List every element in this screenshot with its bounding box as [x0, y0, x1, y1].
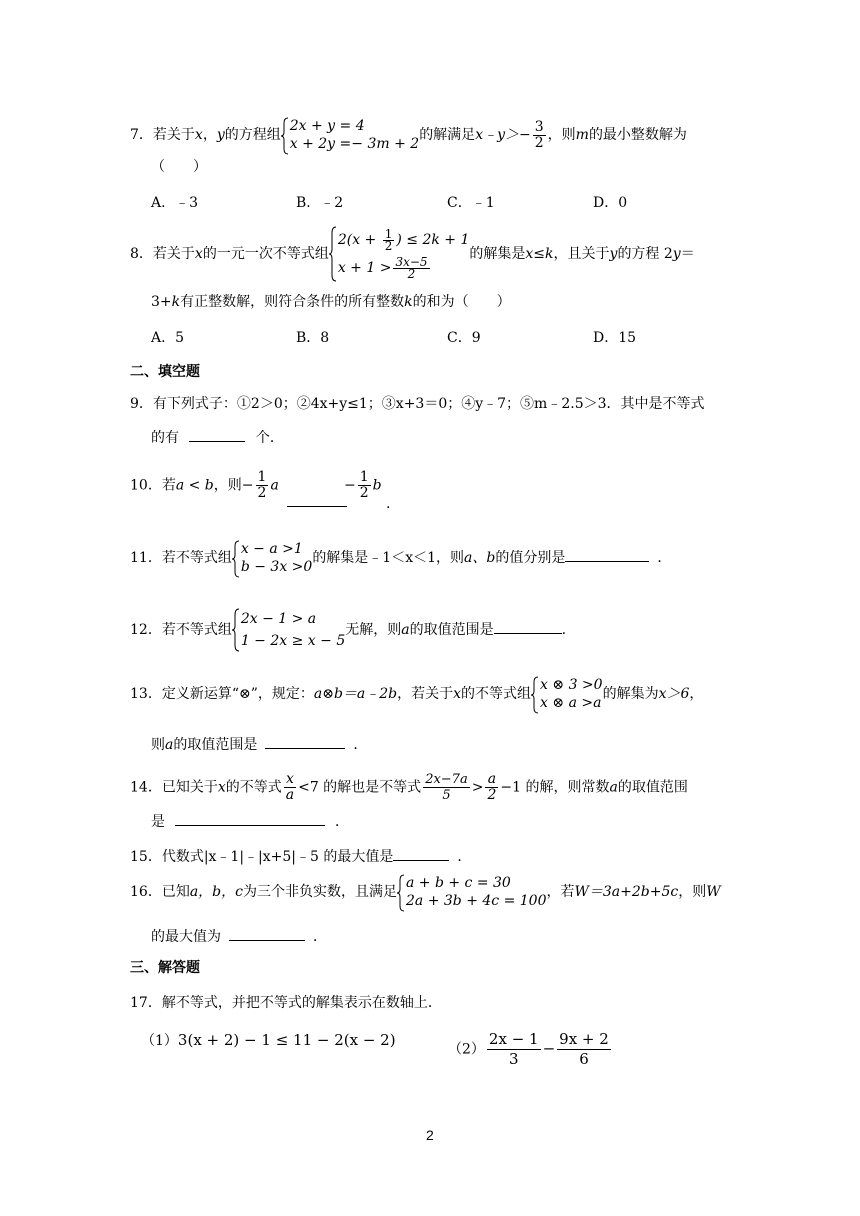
q9-line1: 9．有下列式子：①2＞0；②4x+y≤1；③x+3＝0；④y﹣7；⑤m﹣2.5＞3．其中是不等式	[130, 396, 705, 412]
q12-var-a: a	[401, 622, 410, 638]
q12-line	[130, 608, 566, 652]
q13-text-b: ，若关于	[397, 686, 454, 702]
q8-eq1-b: ) ≤ 2k + 1	[396, 232, 470, 248]
q12-eq1: 2x − 1 > a	[240, 611, 317, 627]
q13-end: ．	[353, 737, 368, 753]
q15-line	[130, 846, 471, 867]
q10-frac2-den: 2	[359, 485, 369, 501]
q10-neg2: −	[344, 477, 356, 494]
q8-num: 8．	[130, 246, 153, 262]
q8-text-d: ，且关于	[553, 246, 610, 262]
q16-eq1: a + b + c = 30	[405, 875, 511, 891]
q8-text-e: 的方程 2	[617, 246, 673, 262]
q14-frac2-den: 5	[442, 788, 451, 803]
q15-answer-blank[interactable]	[393, 846, 449, 861]
q11-end: ．	[657, 550, 672, 566]
q8-eq1-a: 2(x +	[337, 232, 381, 248]
q11-text-b: 的解集是﹣1＜x＜1，则	[312, 550, 465, 566]
q10-frac2	[358, 470, 371, 501]
brace-icon	[281, 117, 289, 155]
q12-answer-blank[interactable]	[494, 619, 562, 634]
q7-eq2: x + 2y =− 3m + 2	[289, 136, 420, 152]
q8-var-k2: k	[404, 294, 413, 310]
q16-text-c: ，若	[546, 884, 575, 900]
q8-text-b: 的一元一次不等式组	[202, 246, 329, 262]
q12-eq2: 1 − 2x ≥ x − 5	[240, 633, 346, 649]
q8-eq1-frac-num: 1	[384, 226, 393, 241]
q13-var-a: a	[165, 737, 174, 753]
q16-num: 16．	[130, 884, 162, 900]
q13-line2-a: 则	[151, 737, 165, 753]
q16-vars-abc: a，b，c	[189, 884, 243, 900]
q10-frac1-num: 1	[257, 469, 267, 485]
q14-frac1-num: x	[284, 772, 296, 788]
brace-icon	[232, 540, 240, 578]
q10-var-b: b	[372, 477, 382, 494]
q12-end: .	[561, 622, 567, 638]
q13-text-c: 的不等式组	[461, 686, 532, 702]
q7-text-b: 的方程组	[224, 127, 281, 143]
q16-var-W: W	[706, 884, 721, 900]
q11-text-c: 的值分别是	[495, 550, 566, 566]
q7-text-d: ，则	[547, 127, 576, 143]
q8-eq2-frac-den: 2	[407, 266, 416, 281]
q7-option-d[interactable]: D．0	[593, 195, 628, 211]
q8-var-k: k	[171, 294, 181, 310]
q7-comma: ，	[202, 127, 217, 143]
q16-line2: 的最大值为	[151, 929, 221, 945]
q14-answer-blank[interactable]	[175, 811, 325, 826]
q14-end: ．	[335, 814, 349, 830]
q16-answer-blank[interactable]	[229, 926, 305, 941]
q7-var-x: x	[194, 127, 203, 143]
q16-w-definition: W＝3a+2b+5c	[574, 884, 679, 900]
q14-line2: 是	[151, 814, 165, 830]
q17-part2-frac1-den: 3	[508, 1050, 519, 1068]
q15-text: 15．代数式|x﹣1|﹣|x+5|﹣5 的最大值是	[130, 849, 394, 865]
brace-icon	[329, 226, 337, 282]
q17-part2-frac2-den: 6	[579, 1050, 589, 1068]
q11-num: 11．	[130, 550, 162, 566]
q16-eq2: 2a + 3b + 4c = 100	[405, 893, 547, 909]
q14-frac1-den: a	[285, 787, 295, 803]
q7-eq1: 2x + y = 4	[289, 118, 365, 134]
q12-text-a: 若不等式组	[161, 622, 232, 638]
q8-text-f: ＝	[680, 246, 695, 262]
q8-eq2-a: x + 1 >	[337, 260, 392, 276]
q7-option-b[interactable]: B．﹣2	[296, 195, 344, 211]
q11-line	[130, 540, 671, 576]
q14-frac1	[284, 772, 296, 803]
q13-line2	[151, 734, 367, 755]
q13-answer-blank[interactable]	[265, 734, 345, 749]
q10-var-a: a	[270, 477, 279, 494]
q7-line1	[130, 117, 687, 153]
brace-icon	[232, 608, 240, 652]
brace-icon	[531, 676, 539, 714]
q17-line: 17．解不等式，并把不等式的解集表示在数轴上．	[130, 995, 442, 1011]
q8-text-c: 的解集是	[469, 246, 526, 262]
q14-text-b: 的不等式	[225, 779, 282, 796]
q13-line1	[130, 676, 703, 712]
section-heading-solve: 三、解答题	[130, 960, 200, 976]
q7-option-c[interactable]: C．﹣1	[447, 195, 495, 211]
q14-frac3-num: a	[485, 772, 498, 788]
q17-part2-label: （2）	[448, 1041, 485, 1058]
q8-option-d[interactable]: D．15	[593, 330, 637, 346]
q9-line2-b: 个．	[255, 430, 284, 446]
q13-var-x: x	[453, 686, 462, 702]
q10-frac1	[256, 470, 269, 501]
q13-text-d: 的解集为	[602, 686, 659, 702]
q8-var-y2: y	[672, 246, 681, 262]
q7-text: 若关于	[152, 127, 195, 143]
q8-line2	[151, 292, 511, 312]
q10-rhs	[344, 470, 382, 501]
q8-line2-a: 3+	[151, 294, 172, 310]
q13-solution: x＞6	[658, 686, 690, 702]
q14-var-x: x	[217, 779, 226, 796]
q17-part1	[141, 1030, 396, 1051]
q8-var-y: y	[609, 246, 618, 262]
q12-num: 12．	[130, 622, 162, 638]
q10-frac1-den: 2	[257, 485, 267, 501]
q7-equation-system	[281, 117, 419, 153]
q7-var-m: m	[575, 127, 589, 143]
q14-text-c: <7 的解也是不等式	[298, 779, 422, 796]
q7-frac-den: 2	[534, 134, 544, 151]
q7-answer-paren: （ ）	[151, 159, 207, 175]
q12-text-b: 无解，则	[345, 622, 402, 638]
q8-eq2-frac	[393, 254, 429, 281]
q16-text-b: 为三个非负实数，且满足	[242, 884, 397, 900]
q13-eq2: x ⊗ a >a	[540, 695, 602, 711]
q16-line1	[130, 874, 721, 910]
q11-eq1: x − a >1	[240, 541, 303, 557]
q13-text-e: ，	[689, 686, 704, 702]
q17-part2-frac1	[487, 1030, 541, 1069]
q13-num: 13．	[130, 686, 162, 702]
q8-solution: x≤k	[525, 246, 554, 262]
q17-part2-frac2-num: 9x + 2	[559, 1030, 609, 1048]
q10-text-b: ，则	[213, 477, 242, 494]
q14-text-d: −1 的解，则常数	[500, 779, 610, 796]
q17-part2-minus: −	[542, 1039, 556, 1058]
q14-frac3-den: 2	[487, 787, 497, 803]
q9-line2-a: 的有	[151, 430, 179, 446]
q13-definition: a⊗b＝a﹣2b	[313, 686, 398, 702]
q16-text-a: 已知	[161, 884, 190, 900]
q17-part2	[448, 1030, 613, 1069]
q7-num: 7．	[130, 127, 153, 143]
q9-line2	[151, 427, 284, 448]
q13-line2-b: 的取值范围是	[173, 737, 258, 753]
q7-text-c: 的解满足	[419, 127, 476, 143]
q13-eq1: x ⊗ 3 >0	[540, 677, 603, 693]
q14-line2	[151, 811, 349, 832]
section-heading-fill-in: 二、填空题	[130, 364, 200, 380]
q16-line2	[151, 926, 327, 947]
q14-num: 14．	[130, 779, 162, 796]
q10-condition: a < b	[175, 477, 214, 494]
brace-icon	[397, 874, 405, 912]
q7-text-e: 的最小整数解为	[588, 127, 687, 143]
q14-frac2-num: 2x−7a	[425, 772, 468, 787]
q10-text-a: 若	[161, 477, 176, 494]
q8-text-a: 若关于	[152, 246, 195, 262]
page-number: 2	[426, 1127, 434, 1143]
q8-line1	[130, 226, 695, 282]
q10-answer-blank[interactable]	[287, 492, 347, 507]
q12-inequality-system	[232, 608, 345, 652]
q16-equation-system	[397, 874, 547, 910]
q11-vars-ab: a、b	[464, 550, 496, 566]
q7-condition: x﹣y＞−	[475, 127, 531, 143]
q14-frac2	[423, 772, 470, 803]
q11-inequality-system	[232, 540, 312, 576]
q17-part1-expr: 3(x + 2) − 1 ≤ 11 − 2(x − 2)	[177, 1031, 396, 1049]
q17-part2-frac2	[557, 1030, 611, 1069]
q10-num: 10．	[130, 477, 162, 494]
q14-text-e: 的取值范围	[617, 779, 688, 796]
q11-eq2: b − 3x >0	[240, 559, 313, 575]
q8-line2-c: 的和为（ ）	[412, 294, 511, 310]
q14-var-a: a	[609, 779, 618, 796]
q17-part2-frac1-num: 2x − 1	[488, 1030, 539, 1048]
q7-frac-num: 3	[534, 118, 544, 135]
q14-text-a: 已知关于	[161, 779, 218, 796]
q8-var-x: x	[194, 246, 203, 262]
q8-eq1-frac	[383, 226, 395, 253]
q12-text-c: 的取值范围是	[409, 622, 494, 638]
q14-frac3	[485, 772, 498, 803]
q16-text-d: ，则	[678, 884, 707, 900]
q16-end: ．	[313, 929, 327, 945]
q11-text-a: 若不等式组	[161, 550, 232, 566]
q10-frac2-num: 1	[359, 469, 369, 485]
q14-line1	[130, 772, 688, 803]
q8-eq1-frac-den: 2	[384, 238, 393, 253]
q15-end: ．	[457, 849, 472, 865]
q8-option-c[interactable]: C．9	[447, 330, 481, 346]
q17-part1-label: （1）	[141, 1033, 178, 1049]
q11-answer-blank[interactable]	[565, 547, 649, 562]
q9-answer-blank[interactable]	[189, 427, 245, 442]
q7-option-a[interactable]: A．﹣3	[151, 195, 199, 211]
q8-option-a[interactable]: A．5	[151, 330, 185, 346]
q10-end: .	[386, 496, 391, 512]
q8-inequality-system	[329, 226, 470, 282]
q8-option-b[interactable]: B．8	[296, 330, 330, 346]
q13-inequality-system	[531, 676, 603, 712]
q7-var-y: y	[216, 127, 225, 143]
q7-fraction	[533, 120, 546, 151]
q10-line	[130, 470, 279, 501]
q10-neg: −	[241, 477, 254, 494]
q14-gt: >	[471, 779, 484, 796]
q8-line2-b: 有正整数解，则符合条件的所有整数	[180, 294, 405, 310]
q8-eq2-frac-num: 3x−5	[395, 254, 428, 269]
q13-text-a: 定义新运算“⊗”，规定：	[161, 686, 314, 702]
